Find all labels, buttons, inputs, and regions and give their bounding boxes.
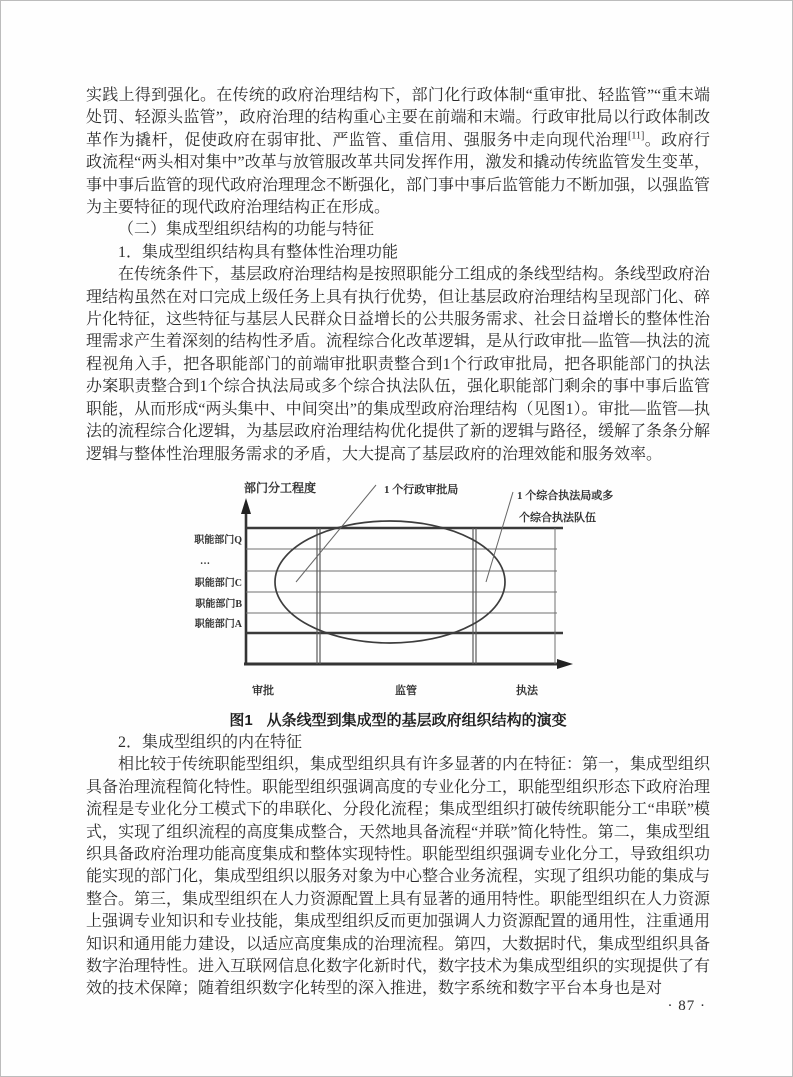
footnote-marker: [11]	[627, 130, 645, 142]
integration-ellipse	[275, 521, 505, 643]
paragraph-line-structure: 在传统条件下，基层政府治理结构是按照职能分工组成的条线型结构。条线型政府治理结构虽然在对口完成上级任务上具有执行优势，但让基层政府治理结构呈现部门化、碎片化特征，这些特征与基层人民群众日益增长的公共服务需求、社会日益增长的整体性治理需求产生着深刻的结构性矛盾。流程综合化改革逻辑，是从行政审批—监管—执法的流程视角入手，把各职能部门的前端审批职责整合到1个行政审批局，把各职能部门的执法办案职责整合到1个综合执法局或多个综合执法队伍，强化职能部门剩余的事中事后监管职能，从而形成“两头集中、中间突出”的集成型政府治理结构（见图1）。审批—监管—执法的流程综合化逻辑，为基层政府治理结构优化提供了新的逻辑与路径，缓解了条条分解逻辑与整体性治理服务需求的矛盾，大大提高了基层政府的治理效能和服务效率。	[86, 266, 711, 463]
subsection-heading-2: 2．集成型组织的内在特征	[118, 733, 303, 751]
row-label-b: 职能部门B	[195, 598, 242, 610]
figure1-diagram	[180, 472, 620, 708]
y-axis-arrow-icon	[241, 498, 251, 514]
row-label-c: 职能部门C	[194, 577, 242, 589]
page-number: · 87 ·	[667, 998, 706, 1014]
callout-left-line	[296, 485, 376, 582]
x-label-approval: 审批	[252, 684, 274, 697]
x-label-supervision: 监管	[395, 684, 417, 697]
paragraph-continuation	[86, 85, 710, 219]
row-label-dots: …	[200, 555, 210, 567]
callout-right-line	[486, 492, 513, 582]
callout-left-label: 1 个行政审批局	[384, 483, 459, 496]
callout-right-label-1: 1 个综合执法局或多	[517, 489, 614, 502]
figure-1	[86, 472, 710, 732]
x-axis-arrow-icon	[557, 659, 573, 669]
page-body	[86, 85, 710, 1001]
row-label-q: 职能部门Q	[194, 534, 242, 546]
callout-right-label-2: 个综合执法队伍	[519, 511, 596, 524]
figure-caption-text: 从条线型到集成型的基层政府组织结构的演变	[266, 711, 567, 729]
figure-caption	[86, 710, 710, 732]
row-label-a: 职能部门A	[194, 618, 242, 630]
subsection-heading-1: 1．集成型组织结构具有整体性治理功能	[118, 243, 399, 261]
figure-caption-label: 图1	[229, 711, 253, 729]
y-axis-label: 部门分工程度	[244, 480, 317, 495]
paragraph-inner-features: 相比较于传统职能型组织，集成型组织具有许多显著的内在特征：第一，集成型组织具备治理流程简化特性。职能型组织强调高度的专业化分工，职能型组织形态下政府治理流程是专业化分工模式下的串联化、分段化流程；集成型组织打破传统职能分工“串联”模式，实现了组织流程的高度集成整合，天然地具备流程“并联”简化特性。第二，集成型组织具备政府治理功能高度集成和整体实现特性。职能型组织强调专业化分工，导致组织功能实现的部门化，集成型组织以服务对象为中心整合业务流程，实现了组织功能的集成与整合。第三，集成型组织在人力资源配置上具有显著的通用特性。职能型组织在人力资源上强调专业知识和专业技能，集成型组织反而更加强调人力资源配置的通用性，注重通用知识和通用能力建设，以适应高度集成的治理流程。第四，大数据时代，集成型组织具备数字治理特性。进入互联网信息化数字化新时代，数字技术为集成型组织的实现提供了有效的技术保障；随着组织数字化转型的深入推进，数字系统和数字平台本身也是对	[86, 756, 711, 998]
section-heading: （二）集成型组织结构的功能与特征	[118, 221, 375, 239]
paragraph-continuation-rest: 。政府行政流程“两头相对集中”改革与放管服改革共同发挥作用，激发和撬动传统监管发生变革，事中事后监管的现代政府治理理念不断强化，部门事中事后监管能力不断加强，以强监管为主要特征的现代政府治理结构正在形成。	[86, 131, 711, 217]
paragraph-continuation-text: 实践上得到强化。在传统的政府治理结构下，部门化行政体制“重审批、轻监管”“重末端处罚、轻源头监管”，政府治理的结构重心主要在前端和末端。行政审批局以行政体制改革作为撬杆，促使政府在弱审批、严监管、重信用、强服务中走向现代治理	[86, 87, 710, 149]
x-label-enforcement: 执法	[516, 684, 538, 697]
